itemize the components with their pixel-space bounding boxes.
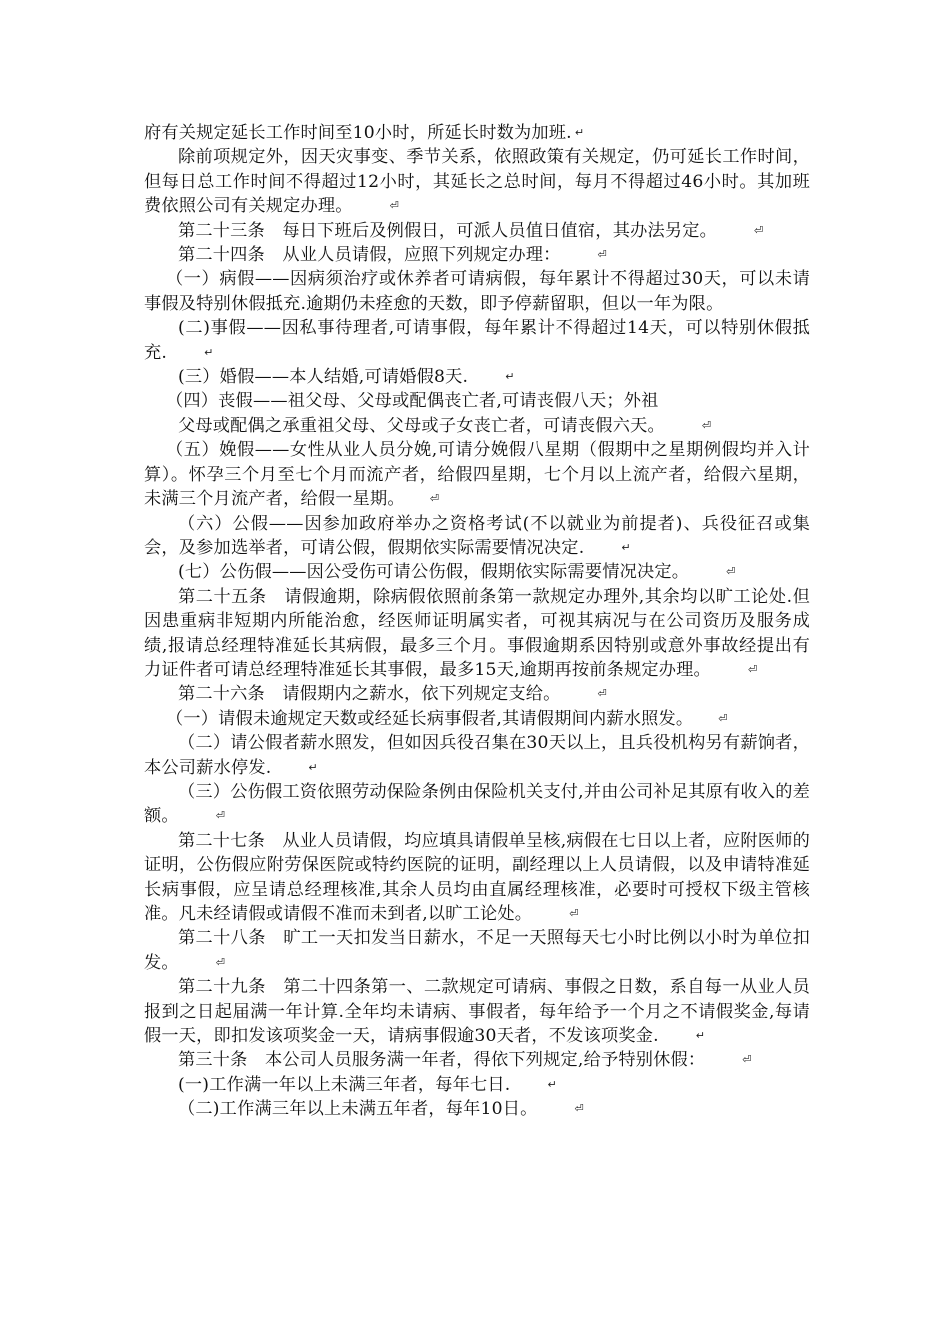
paragraph-mark-icon: ⏎ [429,492,440,506]
paragraph-mark-icon: ↵ [505,370,515,384]
list-item: （五）娩假——女性从业人员分娩,可请分娩假八星期（假期中之星期例假均并入计算）。怀孕三个月至七个月而流产者，给假四星期，七个月以上流产者，给假六星期，未满三个月流产者，给假一星期。 ⏎ [144,438,810,511]
paragraph-mark-icon: ⏎ [215,809,226,823]
paragraph-mark-icon: ⏎ [754,223,764,237]
list-item: （六）公假——因参加政府举办之资格考试(不以就业为前提者)、兵役征召或集会，及参加选举者，可请公假，假期依实际需要情况决定. ↵ [144,512,810,561]
paragraph-mark-icon: ⏎ [747,662,758,676]
list-item: （二)工作满三年以上未满五年者，每年10日。 ⏎ [144,1097,810,1121]
paragraph-mark-icon: ↵ [574,126,585,139]
paragraph-mark-icon: ⏎ [215,955,226,969]
paragraph-mark-icon: ⏎ [726,565,736,579]
paragraph-mark-icon: ⏎ [569,907,579,920]
list-item: （一）病假——因病须治疗或休养者可请病假，每年累计不得超过30天，可以未请事假及特别休假抵充.逾期仍未痊愈的天数，即予停薪留职，但以一年为限。 [144,269,810,314]
document-body [144,121,810,1122]
paragraph-mark-icon: ↵ [547,1077,557,1091]
paragraph-mark-icon: ⏎ [718,711,728,725]
paragraph-mark-icon: ⏎ [389,199,400,213]
list-item: (三）婚假——本人结婚,可请婚假8天. ↵ [144,365,810,389]
article-26: 第二十六条 请假期内之薪水，依下列规定支给。 ⏎ [144,682,810,706]
list-item: （四）丧假——祖父母、父母或配偶丧亡者,可请丧假八天；外祖 [166,391,659,412]
list-item: （二）请公假者薪水照发，但如因兵役召集在30天以上，且兵役机构另有薪饷者，本公司薪水停发. ↵ [144,731,810,780]
paragraph-mark-icon: ⏎ [701,418,712,432]
list-item: （三）公伤假工资依照劳动保险条例由保险机关支付,并由公司补足其原有收入的差额。 ⏎ [144,780,810,829]
paragraph-mark-icon: ⏎ [742,1053,752,1067]
paragraph: 除前项规定外，因天灾事变、季节关系，依照政策有关规定，仍可延长工作时间，但每日总工作时间不得超过12小时，其延长之总时间，每月不得超过46小时。其加班费依照公司有关规定办理。 ⏎ [144,145,810,218]
article-30: 第三十条 本公司人员服务满一年者，得依下列规定,给予特别休假： ⏎ [144,1048,810,1072]
list-item-continued: 父母或配偶之承重祖父母、父母或子女丧亡者，可请丧假六天。 ⏎ [144,414,810,438]
paragraph-mark-icon: ↵ [308,760,318,774]
paragraph-mark-icon: ⏎ [597,248,607,262]
article-29: 第二十九条 第二十四条第一、二款规定可请病、事假之日数，系自每一从业人员报到之日起届满一年计算.全年均未请病、事假者，每年给予一个月之不请假奖金,每请假一天，即扣发该项奖金一天，请病事假逾30天者，不发该项奖金. ↵ [144,975,810,1048]
paragraph: 府有关规定延长工作时间至10小时，所延长时数为加班. ↵ [144,121,810,145]
article-25: 第二十五条 请假逾期，除病假依照前条第一款规定办理外,其余均以旷工论处.但因患重病非短期内所能治愈，经医师证明属实者，可视其病况与在公司资历及服务成绩,报请总经理特准延长其病假，最多三个月。事假逾期系因特别或意外事故经提出有力证件者可请总经理特准延长其事假，最多15天,逾期再按前条规定办理。 ⏎ [144,585,810,683]
paragraph-mark-icon: ⏎ [597,687,607,701]
paragraph-mark-icon: ↵ [695,1029,706,1043]
list-item: (七）公伤假——因公受伤可请公伤假，假期依实际需要情况决定。 ⏎ [144,560,810,584]
paragraph-mark-icon: ⏎ [574,1102,584,1116]
paragraph-mark-icon: ↵ [204,345,214,359]
list-item: (一)工作满一年以上未满三年者，每年七日. ↵ [144,1073,810,1097]
article-23: 第二十三条 每日下班后及例假日，可派人员值日值宿，其办法另定。 ⏎ [144,219,810,243]
paragraph-mark-icon: ↵ [621,540,631,554]
list-item: (二)事假——因私事待理者,可请事假，每年累计不得超过14天，可以特别休假抵充. ↵ [144,316,810,365]
article-28: 第二十八条 旷工一天扣发当日薪水，不足一天照每天七小时比例以小时为单位扣发。 ⏎ [144,926,810,975]
article-27: 第二十七条 从业人员请假，均应填具请假单呈核,病假在七日以上者，应附医师的证明，公伤假应附劳保医院或特约医院的证明，副经理以上人员请假，以及申请特准延长病事假，应呈请总经理核准,其余人员均由直属经理核准，必要时可授权下级主管核准。凡未经请假或请假不准而未到者,以旷工论处。 ⏎ [144,829,810,927]
list-item: （一）请假未逾规定天数或经延长病事假者,其请假期间内薪水照发。 ⏎ [144,707,810,731]
article-24: 第二十四条 从业人员请假，应照下列规定办理： ⏎ [144,243,810,267]
